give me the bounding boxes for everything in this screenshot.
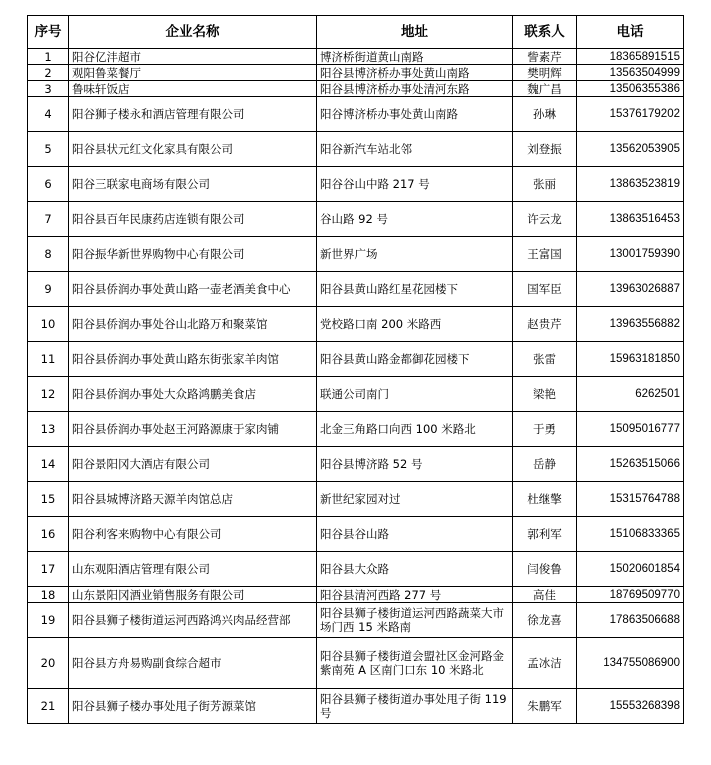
cell-address: 阳谷县大众路 [317, 552, 513, 587]
cell-address: 阳谷县博济桥办事处黄山南路 [317, 65, 513, 81]
cell-contact: 刘登振 [513, 132, 577, 167]
cell-contact: 郭利军 [513, 517, 577, 552]
cell-address: 阳谷县博济路 52 号 [317, 447, 513, 482]
cell-contact: 朱鹏军 [513, 689, 577, 724]
header-contact: 联系人 [513, 16, 577, 49]
header-company-name: 企业名称 [69, 16, 317, 49]
cell-no: 17 [28, 552, 69, 587]
cell-phone: 15553268398 [577, 689, 684, 724]
cell-company-name: 鲁味轩饭店 [69, 81, 317, 97]
cell-company-name: 山东景阳冈酒业销售服务有限公司 [69, 587, 317, 603]
table-row [28, 342, 684, 377]
cell-no: 14 [28, 447, 69, 482]
cell-company-name: 阳谷振华新世界购物中心有限公司 [69, 237, 317, 272]
table-row [28, 412, 684, 447]
cell-company-name: 阳谷县状元红文化家具有限公司 [69, 132, 317, 167]
cell-company-name: 阳谷县百年民康药店连锁有限公司 [69, 202, 317, 237]
cell-address: 北金三角路口向西 100 米路北 [317, 412, 513, 447]
cell-company-name: 阳谷狮子楼永和酒店管理有限公司 [69, 97, 317, 132]
cell-phone: 13863523819 [577, 167, 684, 202]
cell-company-name: 阳谷景阳冈大酒店有限公司 [69, 447, 317, 482]
cell-company-name: 阳谷县侨润办事处大众路鸿鹏美食店 [69, 377, 317, 412]
table-row [28, 482, 684, 517]
table-row [28, 689, 684, 724]
cell-address: 阳谷新汽车站北邻 [317, 132, 513, 167]
cell-company-name: 阳谷三联家电商场有限公司 [69, 167, 317, 202]
cell-no: 11 [28, 342, 69, 377]
cell-no: 7 [28, 202, 69, 237]
cell-address: 党校路口南 200 米路西 [317, 307, 513, 342]
cell-company-name: 阳谷利客来购物中心有限公司 [69, 517, 317, 552]
table-row [28, 97, 684, 132]
cell-contact: 许云龙 [513, 202, 577, 237]
cell-contact: 梁艳 [513, 377, 577, 412]
cell-phone: 18365891515 [577, 49, 684, 65]
cell-phone: 15963181850 [577, 342, 684, 377]
cell-no: 18 [28, 587, 69, 603]
enterprise-table [27, 15, 684, 724]
cell-contact: 国军臣 [513, 272, 577, 307]
cell-company-name: 阳谷亿沣超市 [69, 49, 317, 65]
cell-company-name: 阳谷县侨润办事处谷山北路万和聚菜馆 [69, 307, 317, 342]
header-row [28, 16, 684, 49]
cell-address: 新世界广场 [317, 237, 513, 272]
cell-phone: 15315764788 [577, 482, 684, 517]
cell-no: 16 [28, 517, 69, 552]
cell-contact: 张雷 [513, 342, 577, 377]
table-row [28, 81, 684, 97]
cell-address: 阳谷博济桥办事处黄山南路 [317, 97, 513, 132]
cell-no: 21 [28, 689, 69, 724]
cell-company-name: 观阳鲁菜餐厅 [69, 65, 317, 81]
header-phone: 电话 [577, 16, 684, 49]
cell-contact: 王富国 [513, 237, 577, 272]
table-row [28, 65, 684, 81]
cell-address: 阳谷县狮子楼街道办事处甩子街 119 号 [317, 689, 513, 724]
cell-company-name: 阳谷县城博济路天源羊肉馆总店 [69, 482, 317, 517]
cell-contact: 訾素芹 [513, 49, 577, 65]
cell-no: 8 [28, 237, 69, 272]
cell-address: 阳谷县博济桥办事处清河东路 [317, 81, 513, 97]
cell-address: 谷山路 92 号 [317, 202, 513, 237]
cell-address: 联通公司南门 [317, 377, 513, 412]
cell-no: 13 [28, 412, 69, 447]
cell-no: 9 [28, 272, 69, 307]
cell-address: 阳谷县清河西路 277 号 [317, 587, 513, 603]
cell-contact: 杜继擎 [513, 482, 577, 517]
cell-phone: 15376179202 [577, 97, 684, 132]
table-row [28, 587, 684, 603]
cell-address: 博济桥街道黄山南路 [317, 49, 513, 65]
cell-phone: 13563504999 [577, 65, 684, 81]
table-row [28, 307, 684, 342]
cell-contact: 岳静 [513, 447, 577, 482]
table-row [28, 132, 684, 167]
cell-company-name: 阳谷县狮子楼办事处甩子街芳源菜馆 [69, 689, 317, 724]
cell-no: 2 [28, 65, 69, 81]
cell-contact: 徐龙喜 [513, 603, 577, 638]
cell-address: 阳谷县黄山路金都御花园楼下 [317, 342, 513, 377]
cell-contact: 魏广昌 [513, 81, 577, 97]
table-row [28, 167, 684, 202]
table-row [28, 517, 684, 552]
cell-phone: 13001759390 [577, 237, 684, 272]
header-address: 地址 [317, 16, 513, 49]
cell-contact: 张丽 [513, 167, 577, 202]
cell-address: 阳谷县狮子楼街道运河西路蔬菜大市场门西 15 米路南 [317, 603, 513, 638]
cell-phone: 13562053905 [577, 132, 684, 167]
table-row [28, 237, 684, 272]
cell-no: 1 [28, 49, 69, 65]
cell-company-name: 阳谷县侨润办事处赵王河路源康于家肉铺 [69, 412, 317, 447]
cell-company-name: 阳谷县侨润办事处黄山路东街张家羊肉馆 [69, 342, 317, 377]
table-row [28, 49, 684, 65]
cell-phone: 13863516453 [577, 202, 684, 237]
cell-phone: 6262501 [577, 377, 684, 412]
cell-address: 新世纪家园对过 [317, 482, 513, 517]
table-row [28, 377, 684, 412]
header-no: 序号 [28, 16, 69, 49]
cell-no: 12 [28, 377, 69, 412]
cell-address: 阳谷县黄山路红星花园楼下 [317, 272, 513, 307]
cell-phone: 15106833365 [577, 517, 684, 552]
cell-no: 5 [28, 132, 69, 167]
cell-address: 阳谷县谷山路 [317, 517, 513, 552]
table-row [28, 552, 684, 587]
table-row [28, 603, 684, 638]
cell-phone: 15263515066 [577, 447, 684, 482]
cell-phone: 17863506688 [577, 603, 684, 638]
cell-phone: 134755086900 [577, 638, 684, 689]
cell-phone: 18769509770 [577, 587, 684, 603]
table-row [28, 447, 684, 482]
cell-no: 4 [28, 97, 69, 132]
table-row [28, 202, 684, 237]
cell-contact: 于勇 [513, 412, 577, 447]
cell-contact: 孟冰洁 [513, 638, 577, 689]
cell-phone: 15095016777 [577, 412, 684, 447]
cell-address: 阳谷县狮子楼街道会盟社区金河路金紫南苑 A 区南门口东 10 米路北 [317, 638, 513, 689]
cell-phone: 13506355386 [577, 81, 684, 97]
cell-no: 6 [28, 167, 69, 202]
table-row [28, 272, 684, 307]
cell-no: 10 [28, 307, 69, 342]
cell-address: 阳谷谷山中路 217 号 [317, 167, 513, 202]
cell-phone: 13963556882 [577, 307, 684, 342]
cell-company-name: 山东观阳酒店管理有限公司 [69, 552, 317, 587]
table-row [28, 638, 684, 689]
cell-contact: 高佳 [513, 587, 577, 603]
cell-contact: 孙琳 [513, 97, 577, 132]
cell-contact: 闫俊鲁 [513, 552, 577, 587]
cell-no: 15 [28, 482, 69, 517]
cell-phone: 15020601854 [577, 552, 684, 587]
cell-phone: 13963026887 [577, 272, 684, 307]
cell-no: 3 [28, 81, 69, 97]
cell-company-name: 阳谷县侨润办事处黄山路一壶老酒美食中心 [69, 272, 317, 307]
cell-company-name: 阳谷县方舟易购副食综合超市 [69, 638, 317, 689]
cell-no: 19 [28, 603, 69, 638]
cell-contact: 樊明辉 [513, 65, 577, 81]
cell-no: 20 [28, 638, 69, 689]
cell-company-name: 阳谷县狮子楼街道运河西路鸿兴肉品经营部 [69, 603, 317, 638]
cell-contact: 赵贵芹 [513, 307, 577, 342]
